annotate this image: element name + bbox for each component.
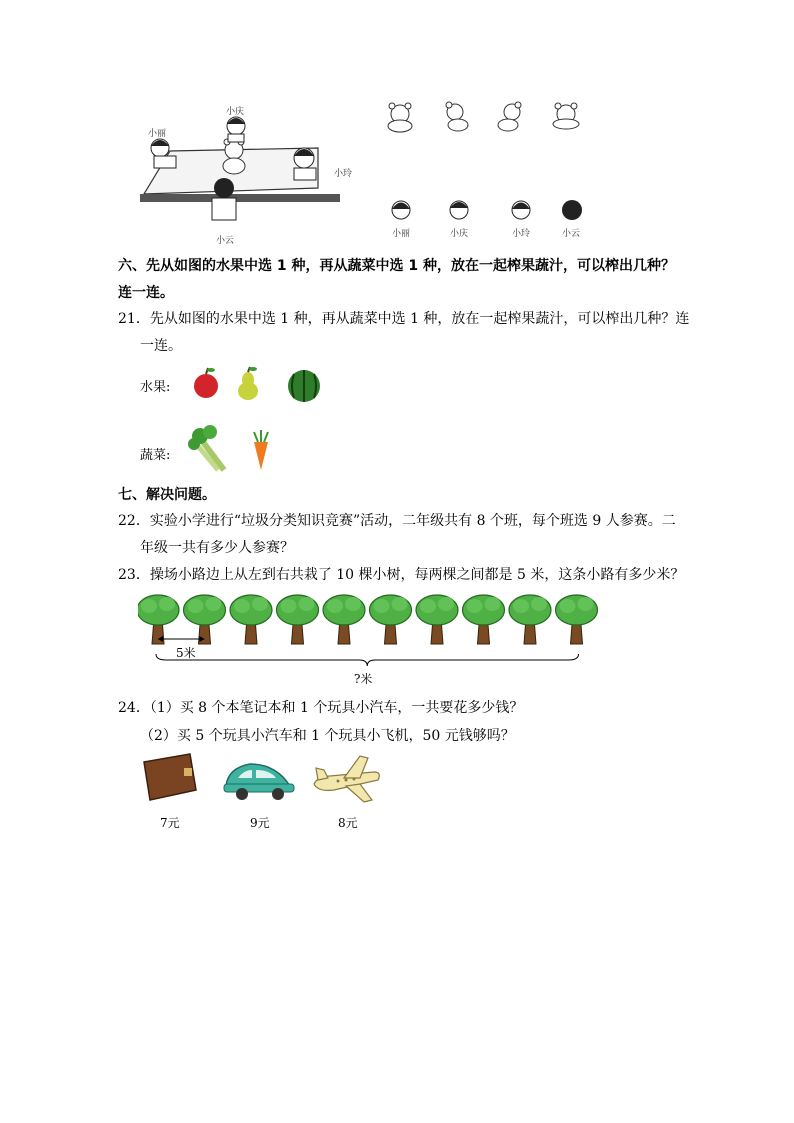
price-toy-car: 9元 — [250, 816, 270, 830]
carrot-icon — [254, 430, 268, 470]
toy-car-icon — [224, 764, 294, 800]
q24-line1: 24．（1）买 8 个本笔记本和 1 个玩具小汽车，一共要花多少钱？ — [118, 700, 524, 716]
price-notebook: 7元 — [160, 816, 180, 830]
label-row-xiaoli: 小丽 — [392, 229, 411, 239]
toy-plane-icon — [314, 756, 379, 802]
section6-heading-line1: 六、先从如图的水果中选 1 种，再从蔬菜中选 1 种，放在一起榨果蔬汁，可以榨出几种？ — [118, 258, 675, 274]
bear-view-1-icon — [388, 103, 412, 132]
observation-scene — [138, 96, 598, 246]
label-row-xiaoling: 小玲 — [512, 229, 531, 239]
observation-figure — [138, 96, 598, 246]
label-row-xiaoyun: 小云 — [562, 229, 581, 239]
tree-icon — [323, 595, 365, 644]
q23-figure — [138, 592, 606, 688]
price-toy-plane: 8元 — [338, 816, 358, 830]
head-xiaoqing-icon — [450, 201, 468, 219]
tree-icon — [370, 595, 412, 644]
tree-icon — [416, 595, 458, 644]
bear-view-2-icon — [446, 102, 468, 131]
veg-label: 蔬菜: — [140, 448, 171, 463]
watermelon-icon — [288, 370, 320, 402]
tree-icon — [277, 595, 319, 644]
q21-icons — [138, 358, 320, 474]
fruit-label: 水果: — [140, 380, 171, 395]
total-length-label: ?米 — [354, 672, 373, 686]
q21-line2: 一连。 — [140, 338, 182, 354]
child-xiaoqing-icon — [227, 117, 245, 142]
pear-icon — [238, 367, 258, 400]
label-xiaoyun: 小云 — [216, 236, 235, 246]
q24-figure — [138, 750, 384, 830]
total-length-brace — [156, 654, 579, 666]
table-edge — [140, 194, 340, 202]
q22-line2: 年级一共有多少人参赛？ — [140, 540, 294, 556]
tree-icon — [138, 595, 179, 644]
label-row-xiaoqing: 小庆 — [450, 229, 469, 239]
bear-view-4-icon — [553, 103, 579, 129]
tree-icon — [230, 595, 272, 644]
section7-heading: 七、解决问题。 — [118, 487, 216, 503]
q24-icons — [138, 750, 384, 810]
notebook-icon — [144, 754, 196, 800]
apple-icon — [194, 368, 218, 398]
q21-figure — [138, 358, 320, 474]
tree-icon — [184, 595, 226, 644]
celery-icon — [188, 425, 224, 470]
q22-line1: 22．实验小学进行“垃圾分类知识竞赛”活动，二年级共有 8 个班，每个班选 9 人参赛。二 — [118, 513, 676, 529]
child-xiaoyun-icon — [212, 178, 236, 220]
section6-heading-line2: 连一连。 — [118, 285, 174, 301]
label-xiaoling: 小玲 — [334, 169, 353, 179]
gap-label: 5米 — [176, 646, 196, 660]
head-xiaoyun-icon — [562, 200, 582, 220]
q23-line1: 23．操场小路边上从左到右共栽了 10 棵小树，每两棵之间都是 5 米，这条小路有多少米？ — [118, 567, 685, 583]
q24-line2: （2）买 5 个玩具小汽车和 1 个玩具小飞机，50 元钱够吗？ — [140, 728, 515, 744]
head-xiaoling-icon — [512, 201, 530, 219]
tree-icon — [463, 595, 505, 644]
q21-line1: 21．先从如图的水果中选 1 种，再从蔬菜中选 1 种，放在一起榨果蔬汁，可以榨出几种？连 — [118, 311, 690, 327]
label-xiaoqing: 小庆 — [226, 107, 245, 117]
head-xiaoli-icon — [392, 201, 410, 219]
bear-view-3-icon — [498, 102, 521, 131]
label-xiaoli: 小丽 — [148, 129, 167, 139]
tree-icon — [556, 595, 598, 644]
tree-icon — [509, 595, 551, 644]
